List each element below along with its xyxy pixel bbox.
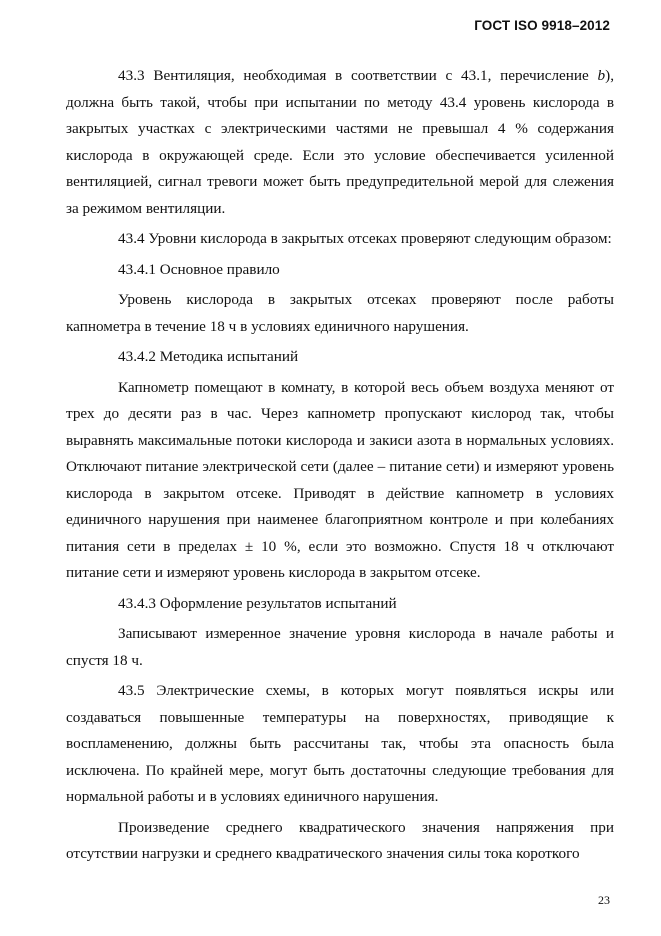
page-number: 23 (598, 893, 610, 907)
paragraph-43-3-rest: ), должна быть такой, чтобы при испытании по методу 43.4 уровень кислорода в закрытых участках с электрическими частями не превышал 4 % содержания кислорода в окружающей среде. Если это условие обеспечивается усиленной вентиляцией, сигнал тревоги может быть предупредительной мерой для слежения за режимом вентиляции. (66, 67, 614, 217)
document-body (66, 63, 614, 868)
paragraph-basic-rule: Уровень кислорода в закрытых отсеках проверяют после работы капнометра в течение 18 ч в условиях единичного нарушения. (66, 291, 614, 335)
paragraph-43-3 (66, 63, 614, 222)
subheading-43-4-1: 43.4.1 Основное правило (118, 260, 280, 278)
paragraph-43-3-lead: 43.3 Вентиляция, необходимая в соответствии с 43.1, перечисление (118, 67, 598, 84)
subheading-43-4-2: 43.4.2 Методика испытаний (118, 348, 299, 365)
paragraph-test-method: Капнометр помещают в комнату, в которой весь объем воздуха меняют от трех до десяти раз в час. Через капнометр пропускают кислород так, чтобы выравнять максимальные потоки кислорода и закиси азота в нормальных условиях. Отключают питание электрической сети (далее – питание сети) и измеряют уровень кислорода в закрытом отсеке. Приводят в действие капнометр в условиях единичного нарушения при наименее благоприятном контроле и при колебаниях питания сети в пределах ± 10 %, если это возможно. Спустя 18 ч отключают питание сети и измеряют уровень кислорода в закрытом отсеке. (66, 378, 614, 581)
subheading-43-4-3: 43.4.3 Оформление результатов испытаний (118, 594, 397, 612)
document-header: ГОСТ ISO 9918–2012 (474, 18, 610, 33)
paragraph-43-5: 43.5 Электрические схемы, в которых могут появляться искры или создаваться повышенные температуры на поверхностях, приводящие к воспламенению, должны быть рассчитаны так, чтобы эта опасность была исключена. По крайней мере, могут быть достаточны следующие требования для нормальной работы и в условиях единичного нарушения. (66, 682, 614, 805)
paragraph-43-4: 43.4 Уровни кислорода в закрытых отсеках проверяют следующим образом: (118, 230, 612, 247)
paragraph-voltage-product: Произведение среднего квадратического значения напряжения при отсутствии нагрузки и среднего квадратического значения силы тока короткого (66, 818, 614, 862)
list-item-letter: b (597, 67, 606, 84)
paragraph-test-results: Записывают измеренное значение уровня кислорода в начале работы и спустя 18 ч. (66, 625, 614, 669)
